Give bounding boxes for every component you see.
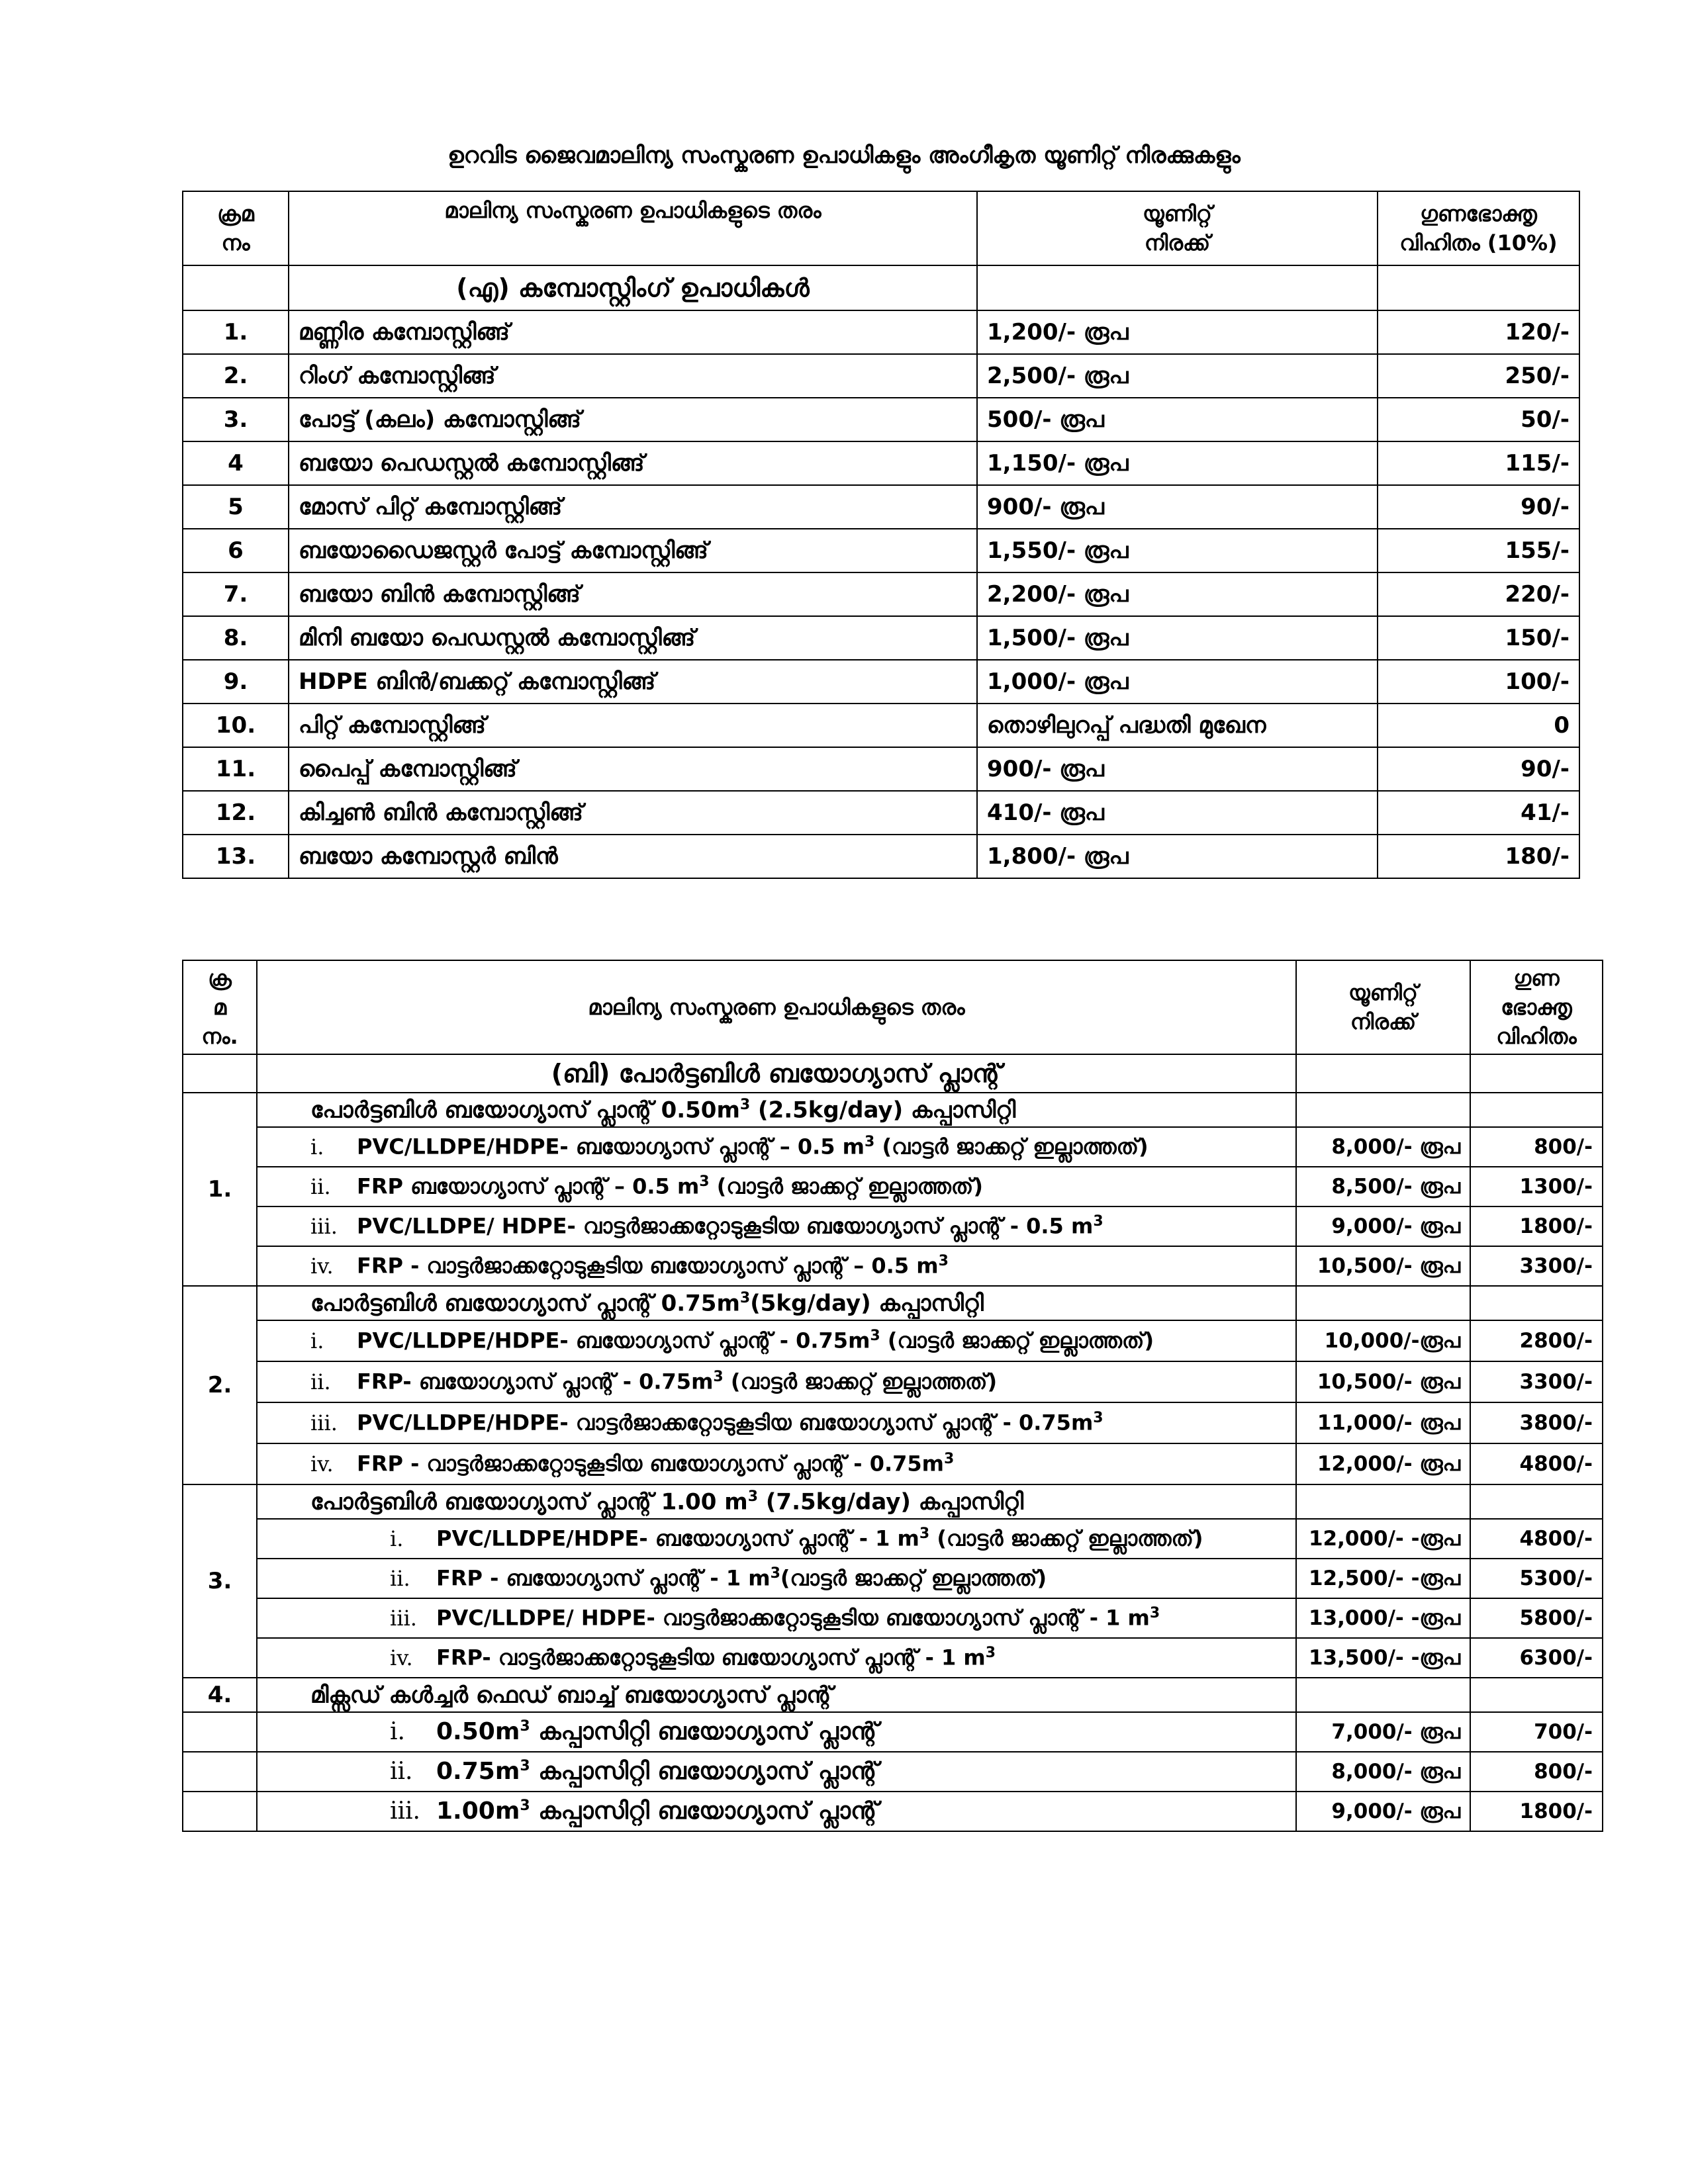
serial-number: 6 [183, 529, 289, 572]
table-row [183, 354, 1579, 398]
device-name: ബയോ ബിൻ കമ്പോസ്റ്റിങ്ങ് [289, 572, 977, 616]
unit-rate: തൊഴിലുറപ്പ് പദ്ധതി മുഖേന [977, 704, 1378, 747]
rate-header: യൂണിറ്റ് നിരക്ക് [1296, 960, 1470, 1054]
serial-number: 4 [183, 441, 289, 485]
device-item: i. PVC/LLDPE/HDPE- ബയോഗ്യാസ് പ്ലാന്റ് - $0.75m^3$ (വാട്ടർ ജാക്കറ്റ് ഇല്ലാത്തത്) [257, 1320, 1296, 1361]
section-title: (എ) കമ്പോസ്റ്റിംഗ് ഉപാധികൾ [289, 265, 977, 310]
table-row [183, 835, 1579, 878]
device-item: iv. FRP - വാട്ടർജാക്കറ്റോടുകൂടിയ ബയോഗ്യാസ് പ്ലാന്റ് – 0.5 $m^3$ [257, 1246, 1296, 1286]
unit-rate: 8,000/- രൂപ [1296, 1752, 1470, 1792]
beneficiary-share: 120/- [1378, 310, 1579, 354]
device-item: ii. FRP - ബയോഗ്യാസ് പ്ലാന്റ് - 1 $m^3(വാട്ടർ$ ജാക്കറ്റ് ഇല്ലാത്തത്) [257, 1559, 1296, 1598]
serial-number: 11. [183, 747, 289, 791]
group-heading: പോർട്ടബിൾ ബയോഗ്യാസ് പ്ലാന്റ് 1.00 $m^3$ (7.5kg/day) കപ്പാസിറ്റി [257, 1484, 1296, 1519]
table-row [183, 1361, 1603, 1402]
device-name: പൈപ്പ് കമ്പോസ്റ്റിങ്ങ് [289, 747, 977, 791]
serial-number: 9. [183, 660, 289, 704]
device-name: ബയോഡൈജസ്റ്റർ പോട്ട് കമ്പോസ്റ്റിങ്ങ് [289, 529, 977, 572]
table-row [183, 529, 1579, 572]
table-row [183, 1320, 1603, 1361]
beneficiary-share: 3300/- [1470, 1246, 1603, 1286]
unit-rate: 13,500/- -രൂപ [1296, 1638, 1470, 1678]
serial-header: ക്രമ നം [183, 191, 289, 265]
group-heading-row [183, 1678, 1603, 1712]
device-item: iii. $1.00m^3$ കപ്പാസിറ്റി ബയോഗ്യാസ് പ്ലാന്റ് [257, 1792, 1296, 1831]
table-row [183, 660, 1579, 704]
group-heading: പോർട്ടബിൾ ബയോഗ്യാസ് പ്ലാന്റ് $0.75m^3(5kg/day)$ കപ്പാസിറ്റി [257, 1286, 1296, 1320]
group-heading: പോർട്ടബിൾ ബയോഗ്യാസ് പ്ലാന്റ് $0.50m^3$ (2.5kg/day) കപ്പാസിറ്റി [257, 1093, 1296, 1127]
rate-header: യൂണിറ്റ് നിരക്ക് [977, 191, 1378, 265]
unit-rate: 10,500/- രൂപ [1296, 1361, 1470, 1402]
beneficiary-share: 6300/- [1470, 1638, 1603, 1678]
device-item: i. PVC/LLDPE/HDPE- ബയോഗ്യാസ് പ്ലാന്റ് – 0.5 $m^3$ (വാട്ടർ ജാക്കറ്റ് ഇല്ലാത്തത്) [257, 1127, 1296, 1167]
item-number: ii. [390, 1758, 413, 1785]
unit-rate: 1,200/- രൂപ [977, 310, 1378, 354]
type-header: മാലിന്യ സംസ്കരണ ഉപാധികളുടെ തരം [257, 960, 1296, 1054]
item-number: iii. [310, 1410, 338, 1435]
serial-number: 3. [183, 398, 289, 441]
table-row [183, 441, 1579, 485]
group-heading-row [183, 1093, 1603, 1127]
share-header: ഗുണ ഭോക്തൃ വിഹിതം [1470, 960, 1603, 1054]
beneficiary-share: 41/- [1378, 791, 1579, 835]
table-row [183, 572, 1579, 616]
item-number: iii. [390, 1797, 420, 1825]
unit-rate: 10,500/- രൂപ [1296, 1246, 1470, 1286]
group-heading-row [183, 1484, 1603, 1519]
beneficiary-share: 3800/- [1470, 1402, 1603, 1443]
type-header: മാലിന്യ സംസ്കരണ ഉപാധികളുടെ തരം [289, 191, 977, 265]
device-item: iii. PVC/LLDPE/ HDPE- വാട്ടർജാക്കറ്റോടുകൂടിയ ബയോഗ്യാസ് പ്ലാന്റ് - 1 $m^3$ [257, 1598, 1296, 1638]
item-number: i. [310, 1328, 324, 1353]
device-item: ii. FRP- ബയോഗ്യാസ് പ്ലാന്റ് - $0.75m^3$ (വാട്ടർ ജാക്കറ്റ് ഇല്ലാത്തത്) [257, 1361, 1296, 1402]
table-row [183, 1402, 1603, 1443]
table-row [183, 310, 1579, 354]
table-row [183, 1127, 1603, 1167]
beneficiary-share: 0 [1378, 704, 1579, 747]
beneficiary-share: 155/- [1378, 529, 1579, 572]
table-row [183, 1559, 1603, 1598]
device-name: പോട്ട് (കലം) കമ്പോസ്റ്റിങ്ങ് [289, 398, 977, 441]
serial-number: 10. [183, 704, 289, 747]
item-number: ii. [310, 1369, 331, 1394]
unit-rate: 10,000/-രൂപ [1296, 1320, 1470, 1361]
table-row [183, 485, 1579, 529]
beneficiary-share: 5300/- [1470, 1559, 1603, 1598]
serial-number: 3. [183, 1484, 257, 1678]
serial-header: ക്ര മ നം. [183, 960, 257, 1054]
beneficiary-share: 4800/- [1470, 1443, 1603, 1484]
table-row [183, 704, 1579, 747]
table-row [183, 1598, 1603, 1638]
unit-rate: 900/- രൂപ [977, 485, 1378, 529]
beneficiary-share: 180/- [1378, 835, 1579, 878]
unit-rate: 900/- രൂപ [977, 747, 1378, 791]
unit-rate: 1,550/- രൂപ [977, 529, 1378, 572]
device-name: ബയോ കമ്പോസ്റ്റർ ബിൻ [289, 835, 977, 878]
device-item: i. PVC/LLDPE/HDPE- ബയോഗ്യാസ് പ്ലാന്റ് - 1 $m^3$ (വാട്ടർ ജാക്കറ്റ് ഇല്ലാത്തത്) [257, 1519, 1296, 1559]
section-row [183, 1054, 1603, 1093]
device-name: റിംഗ് കമ്പോസ്റ്റിങ്ങ് [289, 354, 977, 398]
serial-number: 12. [183, 791, 289, 835]
beneficiary-share: 50/- [1378, 398, 1579, 441]
device-name: ബയോ പെഡസ്റ്റൽ കമ്പോസ്റ്റിങ്ങ് [289, 441, 977, 485]
unit-rate: 1,150/- രൂപ [977, 441, 1378, 485]
group-heading: മിക്സഡ് കൾച്ചർ ഫെഡ് ബാച്ച് ബയോഗ്യാസ് പ്ലാന്റ് [257, 1678, 1296, 1712]
table-row [183, 1246, 1603, 1286]
unit-rate: 13,000/- -രൂപ [1296, 1598, 1470, 1638]
device-item: iv. FRP - വാട്ടർജാക്കറ്റോടുകൂടിയ ബയോഗ്യാസ് പ്ലാന്റ് - $0.75m^3$ [257, 1443, 1296, 1484]
table-row [183, 1519, 1603, 1559]
beneficiary-share: 250/- [1378, 354, 1579, 398]
table-row [183, 1206, 1603, 1246]
serial-number: 7. [183, 572, 289, 616]
device-name: മിനി ബയോ പെഡസ്റ്റൽ കമ്പോസ്റ്റിങ്ങ് [289, 616, 977, 660]
beneficiary-share: 800/- [1470, 1752, 1603, 1792]
item-number: i. [310, 1134, 324, 1160]
unit-rate: 2,500/- രൂപ [977, 354, 1378, 398]
beneficiary-share: 1800/- [1470, 1206, 1603, 1246]
unit-rate: 9,000/- രൂപ [1296, 1792, 1470, 1831]
unit-rate: 7,000/- രൂപ [1296, 1712, 1470, 1752]
group-heading-row [183, 1286, 1603, 1320]
table-row [183, 1712, 1603, 1752]
table-row [183, 1443, 1603, 1484]
section-row [183, 265, 1579, 310]
device-name: മോസ് പിറ്റ് കമ്പോസ്റ്റിങ്ങ് [289, 485, 977, 529]
biogas-rates-table [182, 960, 1603, 1832]
table-row [183, 1752, 1603, 1792]
section-title: (ബി) പോർട്ടബിൾ ബയോഗ്യാസ് പ്ലാന്റ് [257, 1054, 1296, 1093]
device-item: iii. PVC/LLDPE/HDPE- വാട്ടർജാക്കറ്റോടുകൂടിയ ബയോഗ്യാസ് പ്ലാന്റ് - $0.75m^3$ [257, 1402, 1296, 1443]
unit-rate: 12,000/- രൂപ [1296, 1443, 1470, 1484]
device-item: ii. $0.75m^3$ കപ്പാസിറ്റി ബയോഗ്യാസ് പ്ലാന്റ് [257, 1752, 1296, 1792]
table-header-row [183, 191, 1579, 265]
unit-rate: 1,000/- രൂപ [977, 660, 1378, 704]
serial-number: 1. [183, 310, 289, 354]
beneficiary-share: 1300/- [1470, 1167, 1603, 1206]
share-header: ഗുണഭോക്തൃ വിഹിതം (10%) [1378, 191, 1579, 265]
beneficiary-share: 5800/- [1470, 1598, 1603, 1638]
unit-rate: 500/- രൂപ [977, 398, 1378, 441]
table-header-row [183, 960, 1603, 1054]
device-item: i. $0.50m^3$ കപ്പാസിറ്റി ബയോഗ്യാസ് പ്ലാന്റ് [257, 1712, 1296, 1752]
beneficiary-share: 1800/- [1470, 1792, 1603, 1831]
item-number: iv. [390, 1645, 413, 1670]
beneficiary-share: 115/- [1378, 441, 1579, 485]
serial-number: 13. [183, 835, 289, 878]
unit-rate: 8,000/- രൂപ [1296, 1127, 1470, 1167]
device-name: മണ്ണിര കമ്പോസ്റ്റിങ്ങ് [289, 310, 977, 354]
beneficiary-share: 220/- [1378, 572, 1579, 616]
table-row [183, 1167, 1603, 1206]
table-row [183, 747, 1579, 791]
table-row [183, 791, 1579, 835]
table-row [183, 398, 1579, 441]
unit-rate: 2,200/- രൂപ [977, 572, 1378, 616]
beneficiary-share: 150/- [1378, 616, 1579, 660]
unit-rate: 8,500/- രൂപ [1296, 1167, 1470, 1206]
unit-rate: 1,800/- രൂപ [977, 835, 1378, 878]
beneficiary-share: 90/- [1378, 747, 1579, 791]
item-number: iv. [310, 1451, 334, 1477]
item-number: ii. [310, 1173, 331, 1199]
device-name: കിച്ചൺ ബിൻ കമ്പോസ്റ്റിങ്ങ് [289, 791, 977, 835]
unit-rate: 12,000/- -രൂപ [1296, 1519, 1470, 1559]
device-name: പിറ്റ് കമ്പോസ്റ്റിങ്ങ് [289, 704, 977, 747]
beneficiary-share: 3300/- [1470, 1361, 1603, 1402]
unit-rate: 410/- രൂപ [977, 791, 1378, 835]
beneficiary-share: 700/- [1470, 1712, 1603, 1752]
beneficiary-share: 2800/- [1470, 1320, 1603, 1361]
serial-number: 2. [183, 1286, 257, 1484]
beneficiary-share: 4800/- [1470, 1519, 1603, 1559]
beneficiary-share: 90/- [1378, 485, 1579, 529]
device-item: iv. FRP- വാട്ടർജാക്കറ്റോടുകൂടിയ ബയോഗ്യാസ് പ്ലാന്റ് - 1 $m^3$ [257, 1638, 1296, 1678]
serial-number: 4. [183, 1678, 257, 1712]
unit-rate: 12,500/- -രൂപ [1296, 1559, 1470, 1598]
item-number: i. [390, 1525, 404, 1551]
serial-number: 8. [183, 616, 289, 660]
unit-rate: 9,000/- രൂപ [1296, 1206, 1470, 1246]
composting-rates-table [182, 191, 1580, 879]
serial-number: 2. [183, 354, 289, 398]
device-item: ii. FRP ബയോഗ്യാസ് പ്ലാന്റ് – 0.5 $m^3$ (വാട്ടർ ജാക്കറ്റ് ഇല്ലാത്തത്) [257, 1167, 1296, 1206]
item-number: i. [390, 1718, 405, 1745]
beneficiary-share: 800/- [1470, 1127, 1603, 1167]
unit-rate: 1,500/- രൂപ [977, 616, 1378, 660]
device-item: iii. PVC/LLDPE/ HDPE- വാട്ടർജാക്കറ്റോടുകൂടിയ ബയോഗ്യാസ് പ്ലാന്റ് - 0.5 $m^3$ [257, 1206, 1296, 1246]
page-title: ഉറവിട ജൈവമാലിന്യ സംസ്കരണ ഉപാധികളും അംഗീകൃത യൂണിറ്റ് നിരക്കുകളും [447, 142, 1241, 169]
device-name: HDPE ബിൻ/ബക്കറ്റ് കമ്പോസ്റ്റിങ്ങ് [289, 660, 977, 704]
item-number: ii. [390, 1565, 410, 1591]
table-row [183, 616, 1579, 660]
item-number: iii. [390, 1605, 417, 1631]
item-number: iv. [310, 1253, 334, 1279]
serial-number: 5 [183, 485, 289, 529]
table-row [183, 1792, 1603, 1831]
serial-number: 1. [183, 1093, 257, 1286]
unit-rate: 11,000/- രൂപ [1296, 1402, 1470, 1443]
table-row [183, 1638, 1603, 1678]
item-number: iii. [310, 1213, 338, 1239]
beneficiary-share: 100/- [1378, 660, 1579, 704]
